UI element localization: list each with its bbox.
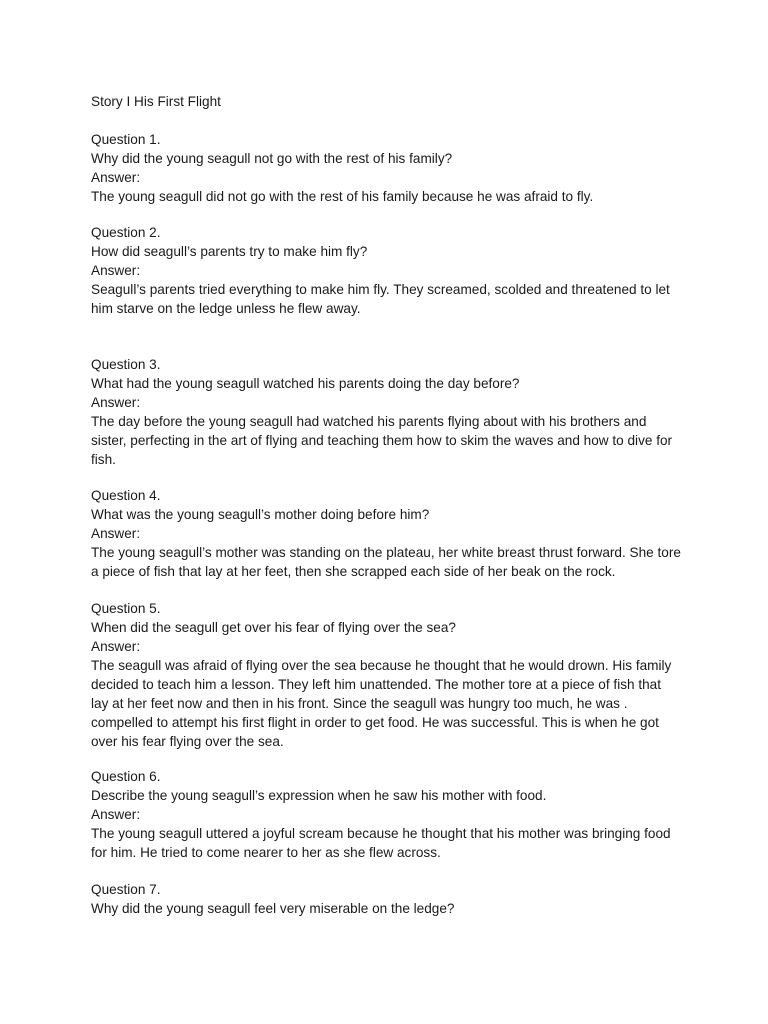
- question-label: Question 5.: [91, 601, 161, 616]
- answer-text: The seagull was afraid of flying over the sea because he thought that he would drown. His family decided to teach him a lesson. They left him unattended. The mother tore at a piece of fish that lay at her feet now and then in his front. Since the seagull was hungry too much, he was . compelled to attempt his first flight in order to get food. He was successful. This is when he got over his fear flying over the sea.: [91, 658, 672, 749]
- question-block-7: [91, 880, 681, 918]
- answer-text: The young seagull uttered a joyful scream because he thought that his mother was bringing food for him. He tried to come nearer to her as she flew across.: [91, 826, 671, 860]
- question-label: Question 6.: [91, 769, 161, 784]
- story-title: Story I His First Flight: [91, 94, 221, 109]
- question-text: When did the seagull get over his fear of flying over the sea?: [91, 620, 456, 635]
- answer-label: Answer:: [91, 170, 141, 185]
- question-text: What had the young seagull watched his parents doing the day before?: [91, 376, 520, 391]
- answer-label: Answer:: [91, 639, 141, 654]
- question-label: Question 4.: [91, 488, 161, 503]
- question-block-6: [91, 767, 681, 862]
- answer-text: The young seagull did not go with the rest of his family because he was afraid to fly.: [91, 189, 594, 204]
- answer-label: Answer:: [91, 807, 141, 822]
- question-label: Question 2.: [91, 225, 161, 240]
- question-text: Why did the young seagull feel very miserable on the ledge?: [91, 901, 455, 916]
- question-text: How did seagull’s parents try to make him fly?: [91, 244, 368, 259]
- question-block-1: [91, 130, 681, 206]
- answer-text: The young seagull’s mother was standing on the plateau, her white breast thrust forward. She tore a piece of fish that lay at her feet, then she scrapped each side of her beak on the rock.: [91, 545, 681, 579]
- question-text: What was the young seagull’s mother doing before him?: [91, 507, 430, 522]
- answer-text: The day before the young seagull had watched his parents flying about with his brothers and sister, perfecting in the art of flying and teaching them how to skim the waves and how to dive for fish.: [91, 414, 673, 467]
- answer-label: Answer:: [91, 526, 141, 541]
- answer-label: Answer:: [91, 395, 141, 410]
- answer-label: Answer:: [91, 263, 141, 278]
- question-block-5: [91, 599, 681, 751]
- answer-text: Seagull’s parents tried everything to make him fly. They screamed, scolded and threatened to let him starve on the ledge unless he flew away.: [91, 282, 670, 316]
- question-block-4: [91, 486, 681, 581]
- question-text: Why did the young seagull not go with the rest of his family?: [91, 151, 453, 166]
- question-label: Question 7.: [91, 882, 161, 897]
- question-block-2: [91, 223, 681, 318]
- question-label: Question 3.: [91, 357, 161, 372]
- question-text: Describe the young seagull’s expression when he saw his mother with food.: [91, 788, 547, 803]
- question-label: Question 1.: [91, 132, 161, 147]
- question-block-3: [91, 355, 681, 469]
